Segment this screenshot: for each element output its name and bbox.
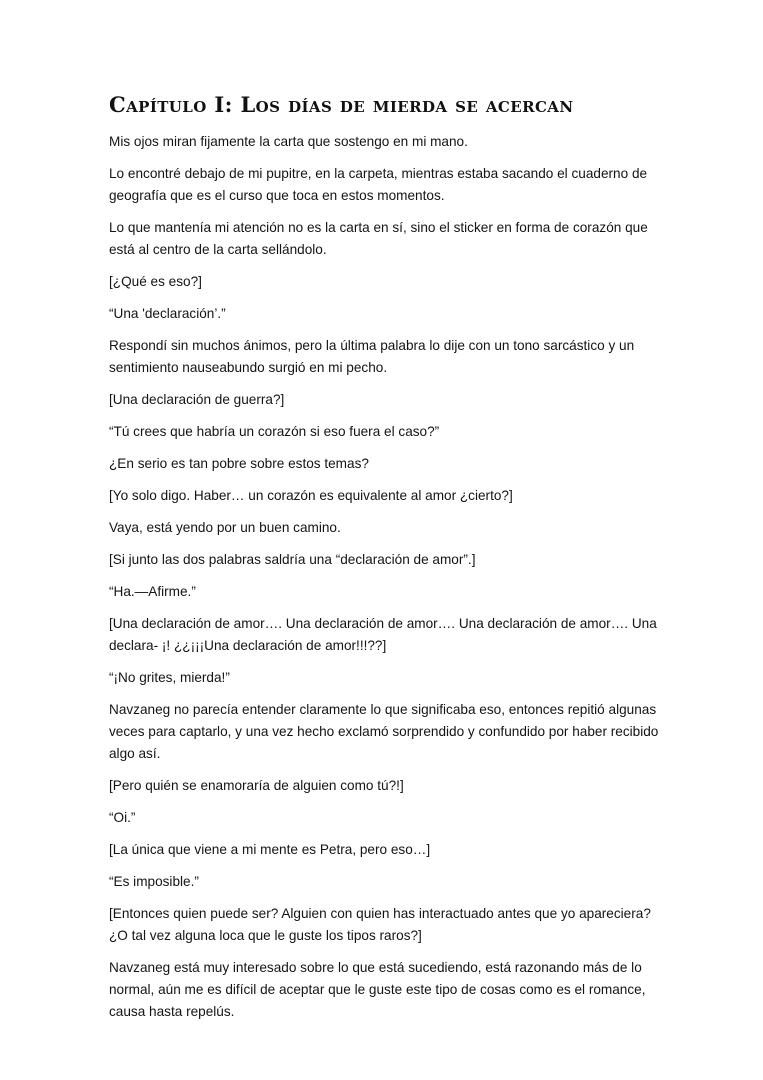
paragraph: [Yo solo digo. Haber… un corazón es equivalente al amor ¿cierto?] xyxy=(109,488,513,503)
paragraph: Navzaneg está muy interesado sobre lo que está sucediendo, está razonando más de lo normal, aún me es difícil de aceptar que le guste este tipo de cosas como es el romance, causa hasta repelús. xyxy=(109,960,646,1019)
paragraph: Respondí sin muchos ánimos, pero la última palabra lo dije con un tono sarcástico y un sentimiento nauseabundo surgió en mi pecho. xyxy=(109,338,635,375)
paragraph: [Pero quién se enamoraría de alguien como tú?!] xyxy=(109,778,404,793)
paragraph: “Ha.—Afirme.” xyxy=(109,584,196,599)
chapter-title: Capítulo I: Los días de mierda se acercan xyxy=(109,92,574,117)
paragraph: “Una 'declaración’.” xyxy=(109,306,226,321)
paragraph: “Oi.” xyxy=(109,810,136,825)
paragraph: “Tú crees que habría un corazón si eso fuera el caso?” xyxy=(109,424,440,439)
page-content xyxy=(109,88,669,1033)
paragraph: Mis ojos miran fijamente la carta que sostengo en mi mano. xyxy=(109,134,468,149)
paragraph: [La única que viene a mi mente es Petra, pero eso…] xyxy=(109,842,431,857)
paragraph: Navzaneg no parecía entender claramente lo que significaba eso, entonces repitió algunas veces para captarlo, y una vez hecho exclamó sorprendido y confundido por haber recibido algo así. xyxy=(109,702,659,761)
paragraph: [Una declaración de amor…. Una declaración de amor…. Una declaración de amor…. Una declara- ¡! ¿¿¡¡¡Una declaración de amor!!!??] xyxy=(109,616,657,653)
paragraph: Lo que mantenía mi atención no es la carta en sí, sino el sticker en forma de corazón que está al centro de la carta sellándolo. xyxy=(109,220,648,257)
paragraph: Lo encontré debajo de mi pupitre, en la carpeta, mientras estaba sacando el cuaderno de geografía que es el curso que toca en estos momentos. xyxy=(109,166,648,203)
paragraph: [Una declaración de guerra?] xyxy=(109,392,285,407)
paragraph: Vaya, está yendo por un buen camino. xyxy=(109,520,341,535)
paragraph: ¿En serio es tan pobre sobre estos temas? xyxy=(109,456,369,471)
paragraph: “Es imposible.” xyxy=(109,874,199,889)
paragraph: [Si junto las dos palabras saldría una “declaración de amor”.] xyxy=(109,552,476,567)
paragraph: “¡No grites, mierda!” xyxy=(109,670,230,685)
paragraph: [Entonces quien puede ser? Alguien con quien has interactuado antes que yo apareciera? ¿O tal vez alguna loca que le guste los tipos raros?] xyxy=(109,906,651,943)
paragraph: [¿Qué es eso?] xyxy=(109,274,202,289)
